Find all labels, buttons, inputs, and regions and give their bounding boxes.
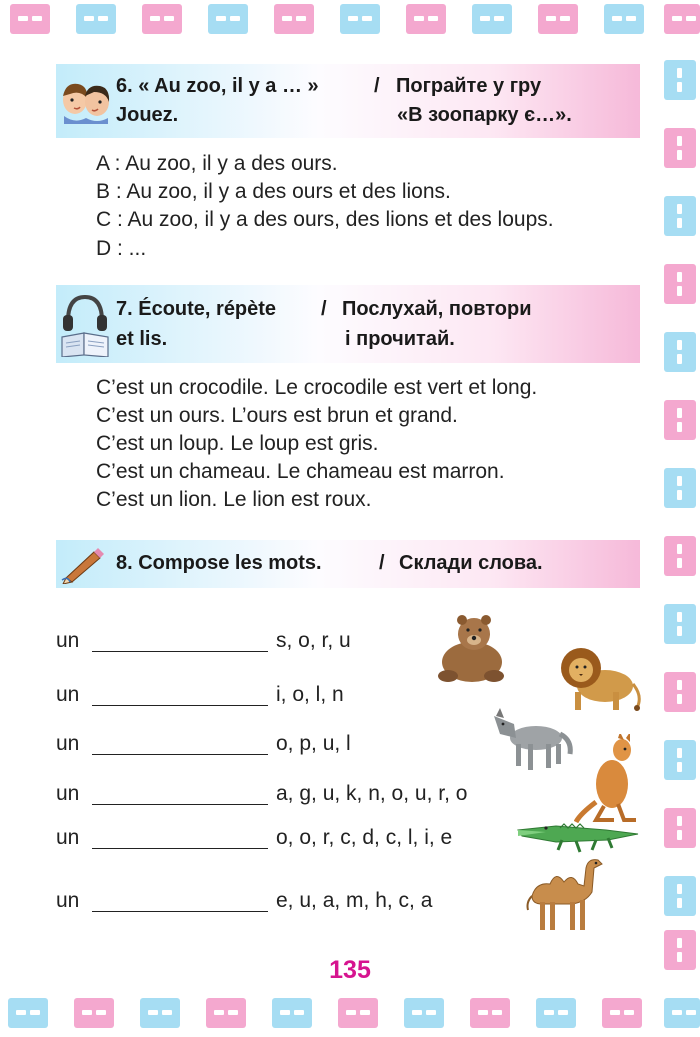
article: un	[56, 683, 80, 706]
wolf-illustration	[486, 704, 574, 774]
border-tile	[10, 4, 50, 34]
border-tile	[664, 332, 696, 372]
border-tile	[602, 998, 642, 1028]
children-talking-icon	[60, 78, 112, 124]
dialogue-line: A : Au zoo, il y a des ours.	[96, 152, 338, 175]
article: un	[56, 826, 80, 849]
border-tile	[274, 4, 314, 34]
border-tile	[664, 876, 696, 916]
answer-blank[interactable]	[92, 754, 268, 755]
scrambled-letters: o, p, u, l	[276, 732, 351, 755]
border-tile	[472, 4, 512, 34]
scrambled-letters: a, g, u, k, n, o, u, r, o	[276, 782, 468, 805]
article: un	[56, 629, 80, 652]
border-tile	[664, 468, 696, 508]
border-tile	[604, 4, 644, 34]
exercise-8-banner	[56, 540, 640, 588]
answer-blank[interactable]	[92, 848, 268, 849]
border-tile	[664, 672, 696, 712]
word-row	[56, 889, 433, 913]
word-row	[56, 782, 468, 806]
border-tile	[538, 4, 578, 34]
border-tile	[142, 4, 182, 34]
border-tile	[340, 4, 380, 34]
title-separator: /	[374, 75, 380, 97]
border-tile	[664, 536, 696, 576]
border-tile	[664, 264, 696, 304]
border-tile	[74, 998, 114, 1028]
kangaroo-illustration	[574, 734, 644, 824]
border-tile	[664, 196, 696, 236]
crocodile-illustration	[516, 816, 640, 856]
border-tile	[272, 998, 312, 1028]
word-row	[56, 629, 351, 653]
word-row	[56, 683, 344, 707]
exercise-6-title-ua: Пограйте у гру	[396, 75, 542, 97]
border-tile	[208, 4, 248, 34]
reading-line: C’est un loup. Le loup est gris.	[96, 432, 379, 455]
title-separator: /	[379, 552, 385, 574]
border-tile	[664, 740, 696, 780]
exercise-6-banner	[56, 64, 640, 138]
answer-blank[interactable]	[92, 651, 268, 652]
border-tile	[470, 998, 510, 1028]
article: un	[56, 732, 80, 755]
border-tile	[664, 4, 700, 34]
pencil-icon	[60, 546, 106, 584]
border-tile	[664, 60, 696, 100]
exercise-7-title-ua-line2: і прочитай.	[345, 328, 455, 350]
border-tile	[76, 4, 116, 34]
page-number: 135	[329, 956, 371, 984]
exercise-7-title-fr: 7. Écoute, répète	[116, 298, 277, 320]
border-tile	[338, 998, 378, 1028]
exercise-7-title-fr-line2: et lis.	[116, 328, 168, 350]
scrambled-letters: o, o, r, c, d, c, l, i, e	[276, 826, 453, 849]
exercise-6-title-fr: 6. « Au zoo, il y a … »	[116, 75, 319, 97]
reading-line: C’est un ours. L’ours est brun et grand.	[96, 404, 458, 427]
border-tile	[664, 400, 696, 440]
answer-blank[interactable]	[92, 804, 268, 805]
exercise-6-title-ua-line2: «В зоопарку є…».	[397, 104, 572, 126]
border-tile	[664, 808, 696, 848]
border-tile	[406, 4, 446, 34]
exercise-8-title-fr: 8. Compose les mots.	[116, 552, 322, 574]
reading-line: C’est un lion. Le lion est roux.	[96, 488, 372, 511]
answer-blank[interactable]	[92, 705, 268, 706]
reading-line: C’est un chameau. Le chameau est marron.	[96, 460, 505, 483]
bear-illustration	[428, 610, 520, 686]
scrambled-letters: s, o, r, u	[276, 629, 351, 652]
scrambled-letters: e, u, a, m, h, c, a	[276, 889, 433, 912]
word-row	[56, 732, 351, 756]
dialogue-line: B : Au zoo, il y a des ours et des lions.	[96, 180, 451, 203]
border-tile	[8, 998, 48, 1028]
exercise-8-title-ua: Склади слова.	[399, 552, 543, 574]
reading-line: C’est un crocodile. Le crocodile est vert et long.	[96, 376, 538, 399]
camel-illustration	[522, 852, 606, 934]
dialogue-line: D : ...	[96, 237, 147, 260]
title-separator: /	[321, 298, 327, 320]
headphones-book-icon	[60, 291, 110, 357]
answer-blank[interactable]	[92, 911, 268, 912]
border-tile	[664, 604, 696, 644]
border-tile	[536, 998, 576, 1028]
article: un	[56, 889, 80, 912]
article: un	[56, 782, 80, 805]
border-tile	[206, 998, 246, 1028]
border-tile	[140, 998, 180, 1028]
border-tile	[404, 998, 444, 1028]
exercise-7-title-ua: Послухай, повтори	[342, 298, 532, 320]
exercise-7-banner	[56, 285, 640, 363]
word-row	[56, 826, 453, 850]
border-tile	[664, 998, 700, 1028]
border-tile	[664, 128, 696, 168]
exercise-6-title-fr-line2: Jouez.	[116, 104, 179, 126]
scrambled-letters: i, o, l, n	[276, 683, 344, 706]
dialogue-line: C : Au zoo, il y a des ours, des lions et des loups.	[96, 208, 554, 231]
